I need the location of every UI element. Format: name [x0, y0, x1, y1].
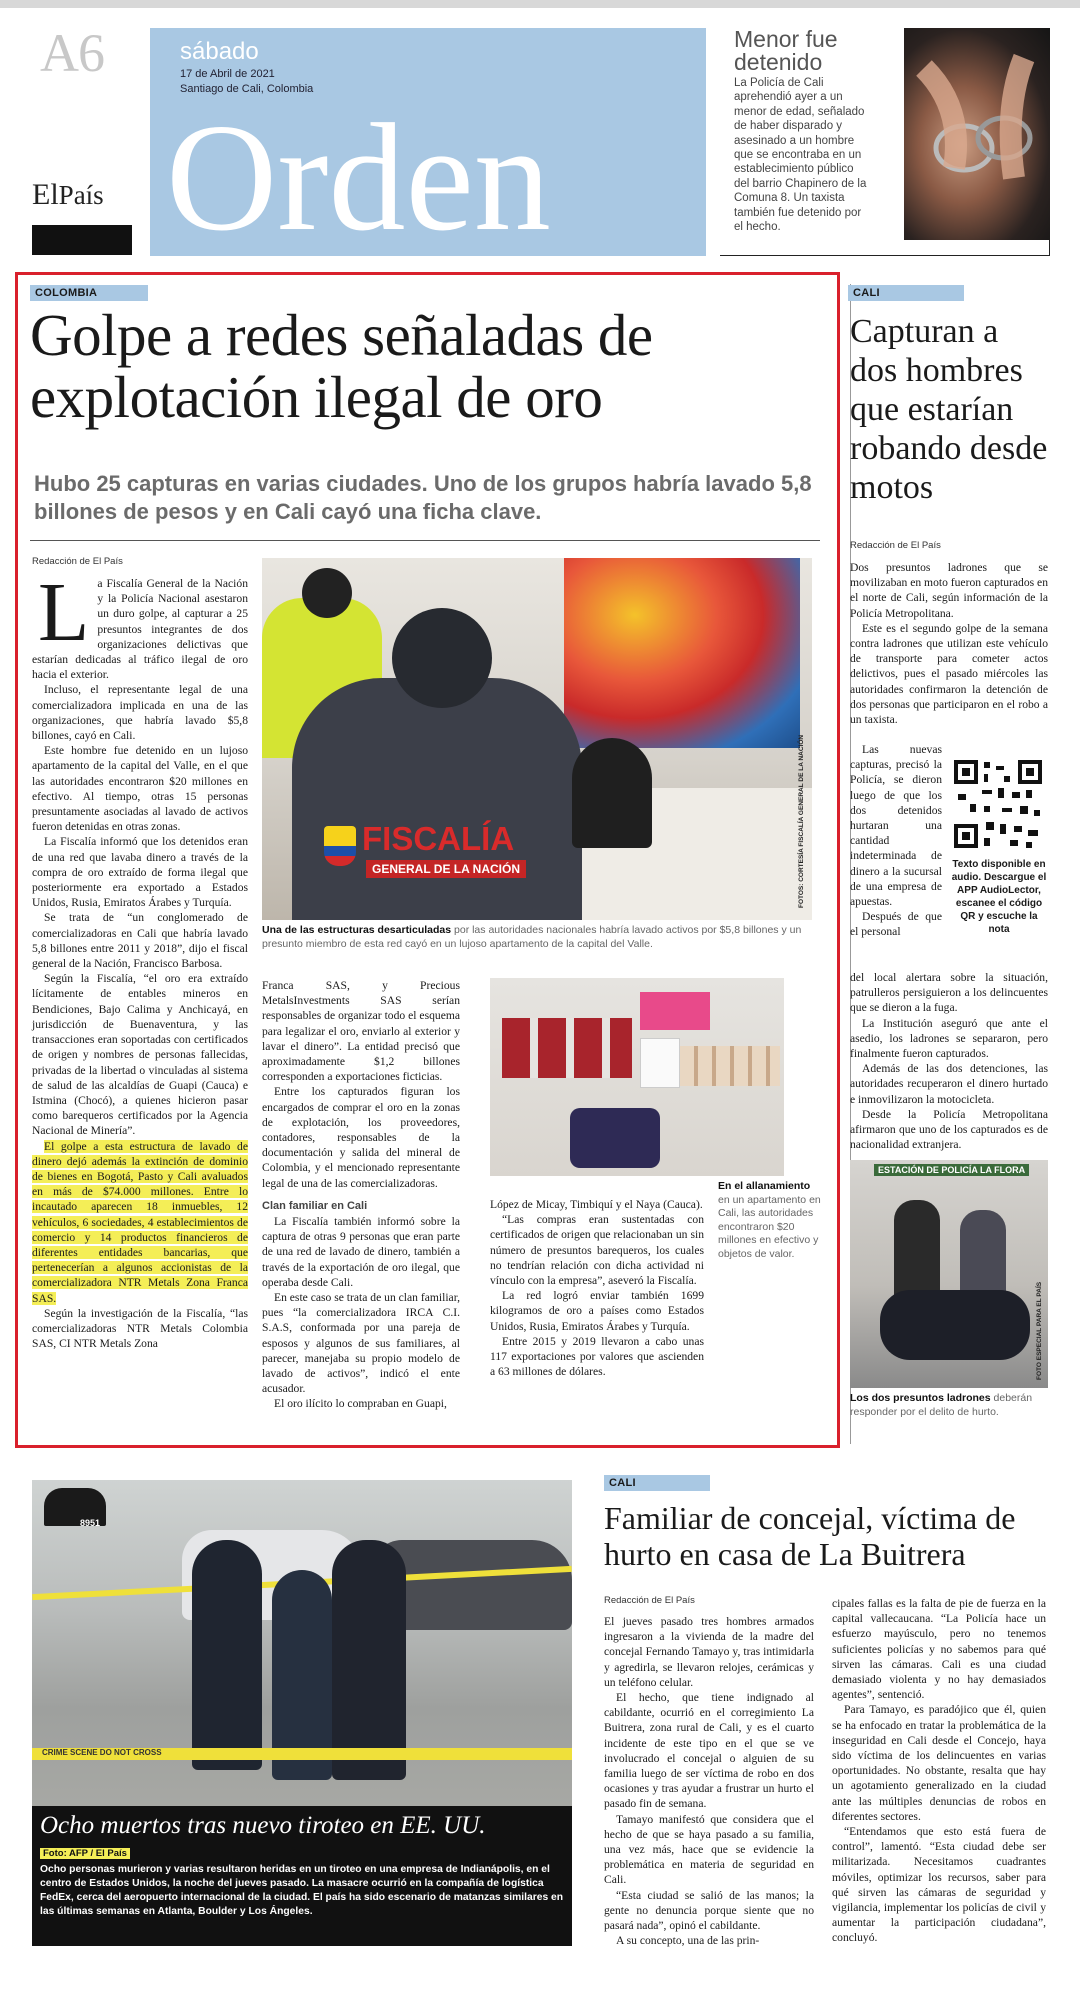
main-col1-p6: Según la Fiscalía, “el oro era extraído lícitamente de entables mineros en Bendiciones, Bajo Calima y Anchicayá, en jurisdicción de Buenaventura, y las transacciones eran soportadas con certificados de origen y nombres de personas fallecidas, privadas de la libertad o vinculadas al sistema de salud de las alcaldías de Guapi (Cauca) e Istmina (Chocó), a quienes hicieron pasar como barequeros certificados por la Agencia Nacional de Minería”.	[32, 972, 248, 1138]
officer-1	[192, 1540, 262, 1770]
weekday: sábado	[180, 38, 259, 65]
main-col3-p2: “Las compras eran sustentadas con certificados de origen que relacionaban un sin número de presuntos barequeros, los cuales no tendrían relación con dicha actividad ni vínculo con la empresa”, aseveró la Fiscalía.	[490, 1213, 704, 1288]
qr-text: Texto disponible en audio. Descargue el APP AudioLector, escanee el código QR y escuche la nota	[951, 859, 1047, 935]
main-col1-p3: Este hombre fue detenido en un lujoso apartamento de la capital del Valle, en el que las autoridades encontraron $20 millones en efectivo. Al tiempo, otras 15 personas presuntamente asociadas al lavado de activos fueron detenidas en otras zonas.	[32, 744, 248, 834]
side-narrow-p1: Las nuevas capturas, precisó la Policía, se dieron luego de que los dos detenidos hurtaran una cantidad indeterminada de dinero a la sucursal de una empresa de apuestas.	[850, 743, 942, 909]
bottom-col2-p2: Para Tamayo, es paradójico que él, quien se ha enfocado en tratar la problemática de la inseguridad en Cali desde el Concejo, haya sido víctima de los delincuentes en varias oportunidades. No obstante, resalta que hay un agotamiento generalizado en la ciudad ante las múltiples denuncias de robos en diferentes sectores.	[832, 1703, 1046, 1823]
vest-text-1: FISCALÍA	[362, 820, 515, 857]
brief-title: Menor fue detenido	[734, 26, 838, 75]
bottom-section-tag: CALI	[604, 1475, 710, 1491]
motorcycle	[880, 1290, 1030, 1360]
suspects-photo	[850, 1160, 1048, 1388]
side-column-narrow	[850, 742, 942, 940]
main-col1-highlight	[32, 1139, 248, 1306]
bottom-col2-p1: cipales fallas es la falta de pie de fuerza en la capital vallecaucana. “La Policía hace un esfuerzo mayúsculo, pero no tenemos suficientes policías y no sabemos para qué sirven las cámaras. Cali es una ciudad demasiado violenta y no hay demasiados agentes”, sentenció.	[832, 1597, 1046, 1702]
photo1-caption-text: por las autoridades nacionales habría lavado activos por $5,8 billones y un presunto miembro de esta red cayó en un lujoso apartamento de la capital del Valle.	[262, 924, 802, 950]
photo1-caption-bold: Una de las estructuras desarticuladas	[262, 924, 452, 936]
bottom-col1-p4: “Esta ciudad se salió de las manos; la gente no denuncia porque siente que no pasará nada”, opinó el cabildante.	[604, 1888, 814, 1933]
usa-text: Ocho personas murieron y varias resultaron heridas en un tiroteo en una empresa de Indianápolis, en el centro de Estados Unidos, la noche del jueves pasado. La masacre ocurrió en la compañía de logística FedEx, cerca del aeropuerto internacional de la ciudad. El país ha sido escenario de matanzas similares en las últimas semanas en Atlanta, Boulder y Los Ángeles.	[40, 1864, 564, 1917]
usa-photo	[32, 1480, 572, 1806]
bottom-headline: Familiar de concejal, víctima de hurto en casa de La Buitrera	[604, 1500, 1016, 1572]
main-col3-p3: La red logró enviar también 1699 kilogramos de oro a países como Estados Unidos, Rusia, Emiratos Árabes y Turquía.	[490, 1289, 704, 1333]
main-column-1	[32, 566, 248, 1351]
pink-box	[640, 992, 710, 1030]
bottom-col1-p5: A su concepto, una de las prin-	[616, 1934, 760, 1948]
dropcap: L	[38, 566, 90, 659]
usa-credit: Foto: AFP / El País	[40, 1848, 130, 1859]
station-sign: ESTACIÓN DE POLICÍA LA FLORA	[874, 1164, 1029, 1176]
main-col1-p1: a Fiscalía General de la Nación y la Policía Nacional asestaron un duro golpe, al capturar a 25 presuntos integrantes de dos organizaciones delictivas que estarían dedicadas al tráfico ilegal de oro hacia el exterior.	[32, 577, 248, 682]
photo2-caption-bold: En el allanamiento	[718, 1180, 811, 1192]
colombia-shield-icon	[324, 826, 356, 866]
cash-stacks	[680, 1046, 780, 1086]
bottom-byline: Redacción de El País	[604, 1595, 695, 1606]
photo2-caption	[718, 1180, 824, 1261]
main-col1-end: Según la investigación de la Fiscalía, “las comercializadoras NTR Metals Colombia SAS, CI NTR Metals Zona	[32, 1306, 248, 1351]
side-p6: Desde la Policía Metropolitana afirmaron que uno de los capturados es de nacionalidad extranjera.	[850, 1107, 1048, 1152]
section-title: Orden	[166, 93, 551, 256]
side-p4: La Institución aseguró que ante el asedio, los ladrones se separaron, pero finalmente fueron capturados.	[850, 1016, 1048, 1061]
main-deck: Hubo 25 capturas en varias ciudades. Uno de los grupos habría lavado 5,8 billones de pesos y en Cali cayó una ficha clave.	[34, 471, 812, 524]
page-number: A6	[40, 23, 104, 83]
bottom-col2-p3: “Entendamos que esto está fuera de control”, lamentó. “Esta ciudad debe ser militarizada. Necesitamos cuadrantes móviles, optimizar los recursos, saber para qué sirven las cámaras de seguridad y vigilancia, implementar los policías de civil y aumentar la participación ciudadana”, concluyó.	[832, 1825, 1046, 1945]
brand-pais: País	[58, 180, 104, 210]
brief-text: La Policía de Cali aprehendió ayer a un menor de edad, señalado de haber disparado y asesinado a un hombre que se encontraba en un establecimiento público del barrio Chapinero de la Comuna 8. Un taxista también fue detenido por el hecho.	[734, 77, 867, 234]
side-column-bottom	[850, 970, 1048, 1152]
side-caption	[850, 1392, 1048, 1419]
brand-el: El	[32, 178, 59, 211]
main-column-2	[262, 978, 460, 1412]
side-p3: del local alertara sobre la situación, patrulleros persiguieron a los delincuentes que se dieron a la fuga.	[850, 971, 1048, 1015]
place: Santiago de Cali, Colombia	[180, 83, 314, 95]
side-photo-credit: FOTO ESPECIAL PARA EL PAÍS	[1036, 1281, 1043, 1380]
main-col2-p5: El oro ilícito lo compraban en Guapi,	[274, 1397, 447, 1411]
side-p5: Además de las dos detenciones, las autoridades recuperaron el dinero hurtado e inmovilizaron la motocicleta.	[850, 1062, 1048, 1106]
main-col3-p1: López de Micay, Timbiquí y el Naya (Cauca).	[490, 1198, 703, 1211]
main-col2-p2: Entre los capturados figuran los encargados de comprar el oro en la zonas de explotación, los proveedores, contadores, responsables de la documentación y salida del mineral de Colombia, y el mencionado representante legal de una de las comercializadoras.	[262, 1085, 460, 1190]
side-section-tag: CALI	[848, 285, 964, 301]
agent-back	[292, 678, 582, 920]
painting	[564, 558, 800, 748]
raid-photo	[490, 978, 784, 1176]
main-col1-p4: La Fiscalía informó que los detenidos eran de una red que lavaba dinero a través de la compra de oro extraído de forma ilegal que posteriormente era exportado a Estados Unidos, Rusia, Emiratos Árabes y Turquía.	[32, 835, 248, 910]
main-headline: Golpe a redes señaladas de explotación ilegal de oro	[30, 302, 653, 430]
bottom-col1-p1: El jueves pasado tres hombres armados ingresaron a la vivienda de la madre del concejal Fernando Tamayo y, tras intimidarla y agredirla, se llevaron relojes, cerámicas y un teléfono celular.	[604, 1615, 814, 1689]
side-caption-text: deberán responder por el delito de hurto.	[850, 1392, 1033, 1418]
handcuffs-icon	[904, 28, 1050, 240]
fiscalia-photo	[262, 558, 812, 920]
main-col2-p4: En este caso se trata de un clan familiar, pues “la comercializadora IRCA C.I. S.A.S, conformada por una pareja de esposos y algunos de sus familiares, al parecer, manejaba su propio modelo de lavado de activos”, indicó el ente acusador.	[262, 1291, 460, 1396]
officer-3	[332, 1540, 406, 1780]
qr-code[interactable]	[954, 760, 1042, 848]
brand-bar	[32, 225, 132, 255]
vest-text-2: GENERAL DE LA NACIÓN	[366, 860, 526, 878]
side-p1: Dos presuntos ladrones que se movilizaban en moto fueron capturados en el norte de Cali, según información de la Policía Metropolitana.	[850, 561, 1048, 620]
photo2-caption-text: en un apartamento en Cali, las autoridades encontraron $20 millones en efectivo y objetos de valor.	[718, 1193, 821, 1260]
tape-text: CRIME SCENE DO NOT CROSS	[42, 1748, 162, 1757]
brand-logo	[32, 178, 104, 212]
main-column-3	[490, 1197, 704, 1379]
side-column-top	[850, 560, 1048, 727]
date: 17 de Abril de 2021	[180, 68, 275, 80]
section-banner	[150, 28, 706, 256]
brief-box	[720, 28, 1050, 256]
side-p2: Este es el segundo golpe de la semana contra ladrones que utilizan este vehículo de transporte para cometer actos delictivos, pues el pasado miércoles las autoridades confirmaron la detención de dos personas que participaron en el robo a un taxista.	[850, 621, 1048, 727]
top-strip	[0, 0, 1080, 8]
bottom-column-2	[832, 1596, 1046, 1946]
main-byline: Redacción de El País	[32, 556, 123, 567]
qr-code-icon	[954, 760, 1042, 848]
main-col2-p3: La Fiscalía también informó sobre la captura de otras 9 personas que eran parte de una red de lavado de dinero, también a través de la exportación de oro ilegal, que operaba desde Cali.	[262, 1215, 460, 1289]
agent-head	[392, 608, 492, 708]
white-box	[640, 1038, 680, 1088]
handcuffs-photo	[904, 28, 1050, 240]
main-section-tag: COLOMBIA	[30, 285, 148, 301]
handbag	[570, 1108, 660, 1168]
main-col1-p5: Se trata de “un conglomerado de comercializadoras en Cali que habría lavado 5,8 billones entre 2011 y 2018”, dijo el fiscal general de la Nación, Francisco Barbosa.	[32, 911, 248, 971]
side-headline: Capturan a dos hombres que estarían robando desde motos	[850, 313, 1048, 506]
red-boxes	[502, 1018, 632, 1078]
photo-credit: FOTOS: CORTESÍA FISCALÍA GENERAL DE LA NACIÓN	[798, 734, 805, 908]
main-col2-p1: Franca SAS, y Precious MetalsInvestments SAS serían responsables de organizar todo el esquema para legalizar el oro, enviarlo al exterior y lavar el dinero”. La entidad precisó que aproximadamente $1,2 billones corresponden a exportaciones ficticias.	[262, 979, 460, 1084]
main-subhead: Clan familiar en Cali	[262, 1199, 368, 1212]
main-divider	[30, 540, 820, 541]
highlight-text: El golpe a esta estructura de lavado de dinero dejó además la extinción de dominio de bienes en Bogotá, Pasto y Cali avaluados en más de $74.000 millones. Entre lo incautado aparecen 18 inmuebles, 12 vehículos, 6 sociedades, 4 establecimientos de comercio y 14 productos financieros de diferentes entidades bancarias, que pertenecerían a algunos accionistas de la comercializadora NTR Metals Zona Franca SAS.	[32, 1139, 248, 1305]
usa-headline: Ocho muertos tras nuevo tiroteo en EE. UU.	[40, 1812, 486, 1839]
main-col1-p2: Incluso, el representante legal de una comercializadora implicada en una de las organizaciones, que habría lavado $5,8 billones, cayó en Cali.	[32, 683, 248, 743]
bottom-column-1	[604, 1614, 814, 1948]
side-byline: Redacción de El País	[850, 540, 941, 551]
main-col3-p4: Entre 2015 y 2019 llevaron a cabo unas 117 exportaciones por valores que ascienden a 63 millones de dólares.	[490, 1334, 704, 1379]
photo1-caption	[262, 924, 812, 951]
bottom-col1-p3: Tamayo manifestó que considera que el hecho de que se haya pasado a su familia, una vez más, hace que se evidencie la problemática en materia de seguridad en Cali.	[604, 1812, 814, 1887]
side-caption-bold: Los dos presuntos ladrones	[850, 1392, 991, 1404]
seated-person	[572, 738, 652, 848]
side-narrow-p2: Después de que el personal	[850, 910, 942, 939]
bottom-col1-p2: El hecho, que tiene indignado al cabildante, ocurrió en el corregimiento La Buitrera, zona rural de Cali, y es el cuarto incidente de este tipo en el que se ve involucrado el concejal o alguien de su familia luego de ser víctima de robo en dos ocasiones y tras ayudar a frustrar un hurto el pasado fin de semana.	[604, 1691, 814, 1811]
officer-head	[302, 568, 352, 618]
mailbox-number: 8951	[80, 1518, 101, 1528]
